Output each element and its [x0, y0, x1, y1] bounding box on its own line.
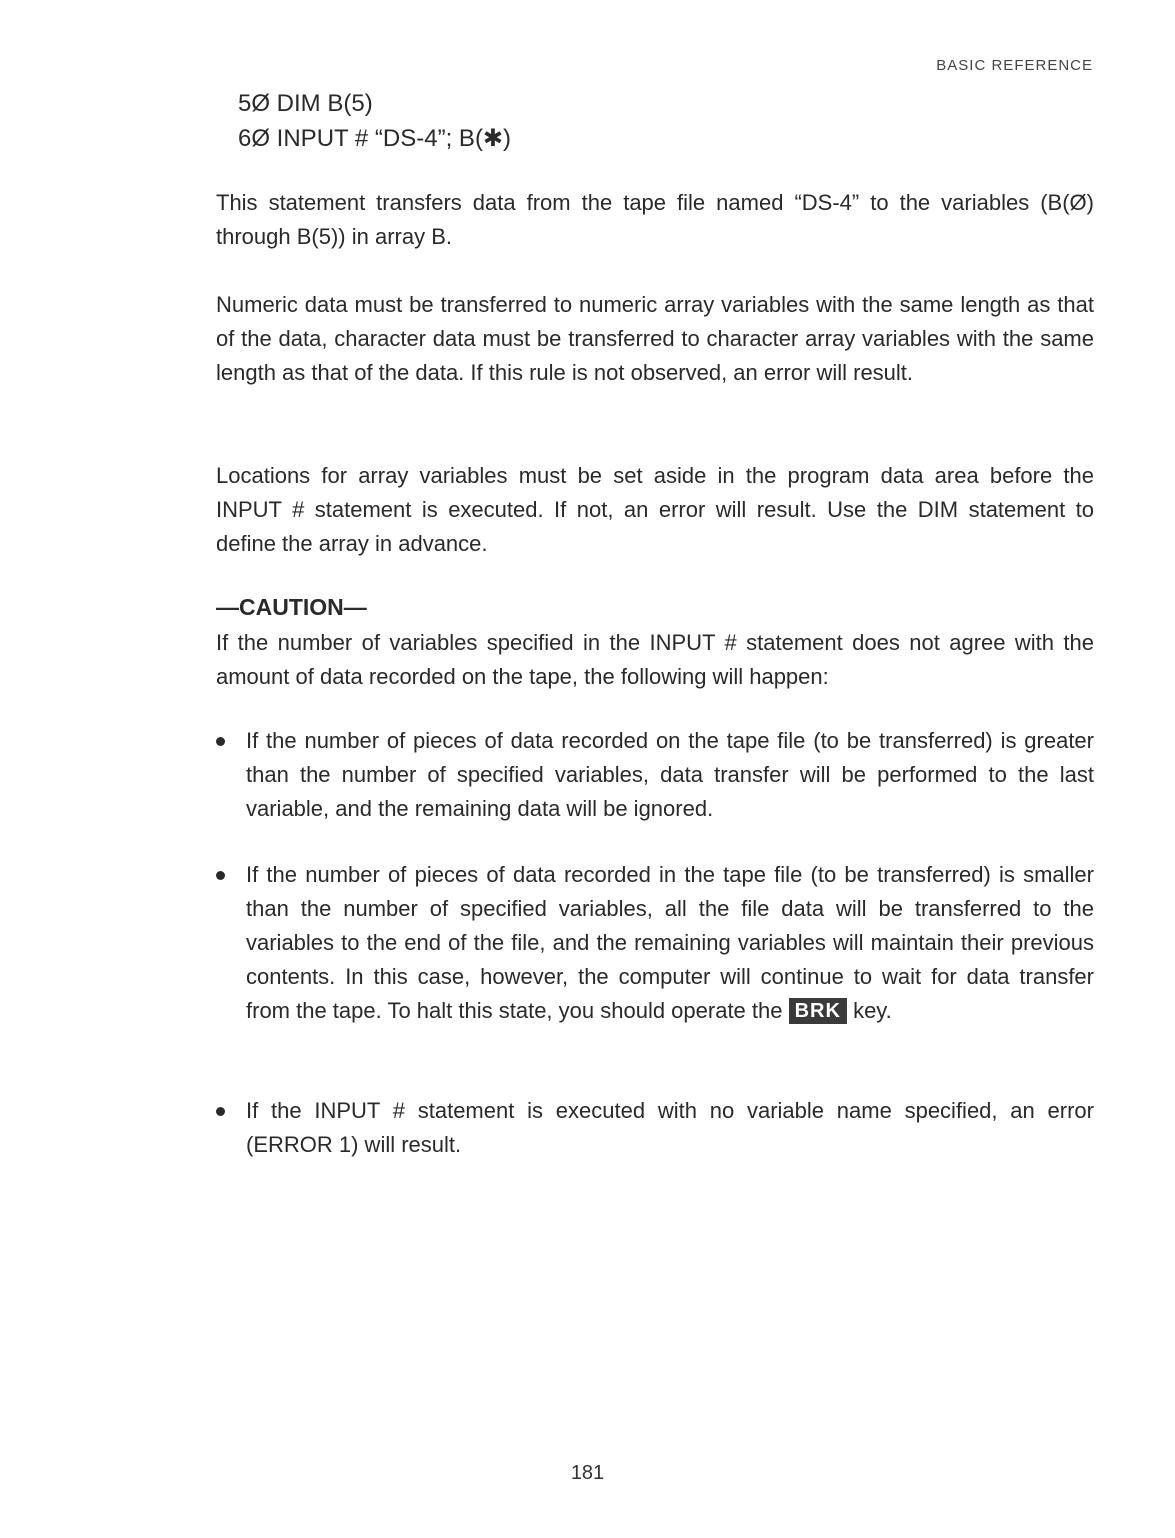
caution-bullet	[246, 724, 1094, 826]
caution-bullet	[246, 1094, 1094, 1162]
caution-heading: —CAUTION—	[216, 594, 367, 620]
paragraph-array-locations: Locations for array variables must be set aside in the program data area before the INPUT # statement is executed. If not, an error will result. Use the DIM statement to define the array in advance.	[216, 463, 1094, 556]
caution-bullet	[246, 858, 1094, 1028]
paragraph-transfer-description: This statement transfers data from the tape file named “DS-4” to the variables (B(Ø) through B(5)) in array B.	[216, 190, 1094, 249]
bullet-text: If the INPUT # statement is executed with no variable name specified, an error (ERROR 1) will result.	[246, 1098, 1094, 1157]
bullet-text: If the number of pieces of data recorded on the tape file (to be transferred) is greater than the number of specified variables, data transfer will be performed to the last variable, and the remaining data will be ignored.	[246, 728, 1094, 821]
section-header: BASIC REFERENCE	[936, 57, 1093, 74]
bullet-icon	[216, 1107, 225, 1116]
brk-key-label: BRK	[789, 998, 847, 1024]
code-line: 6Ø INPUT # “DS-4”; B(✱)	[238, 125, 512, 152]
bullet-text-end: key.	[846, 998, 892, 1023]
caution-intro: If the number of variables specified in the INPUT # statement does not agree with the amount of data recorded on the tape, the following will happen:	[216, 630, 1094, 689]
code-line: 5Ø DIM B(5)	[238, 90, 373, 117]
paragraph-numeric-data: Numeric data must be transferred to numeric array variables with the same length as that of the data, character data must be transferred to character array variables with the same length as that of the data. If this rule is not observed, an error will result.	[216, 292, 1094, 385]
bullet-icon	[216, 737, 225, 746]
code-listing	[238, 86, 511, 156]
page-number: 181	[570, 1462, 605, 1484]
bullet-text: If the number of pieces of data recorded in the tape file (to be transferred) is smaller than the number of specified variables, all the file data will be transferred to the variables to the end of the file, and the remaining variables will maintain their previous contents. In this case, however, the computer will continue to wait for data transfer from the tape. To halt this state, you should operate the	[246, 862, 1094, 1023]
bullet-icon	[216, 871, 225, 880]
